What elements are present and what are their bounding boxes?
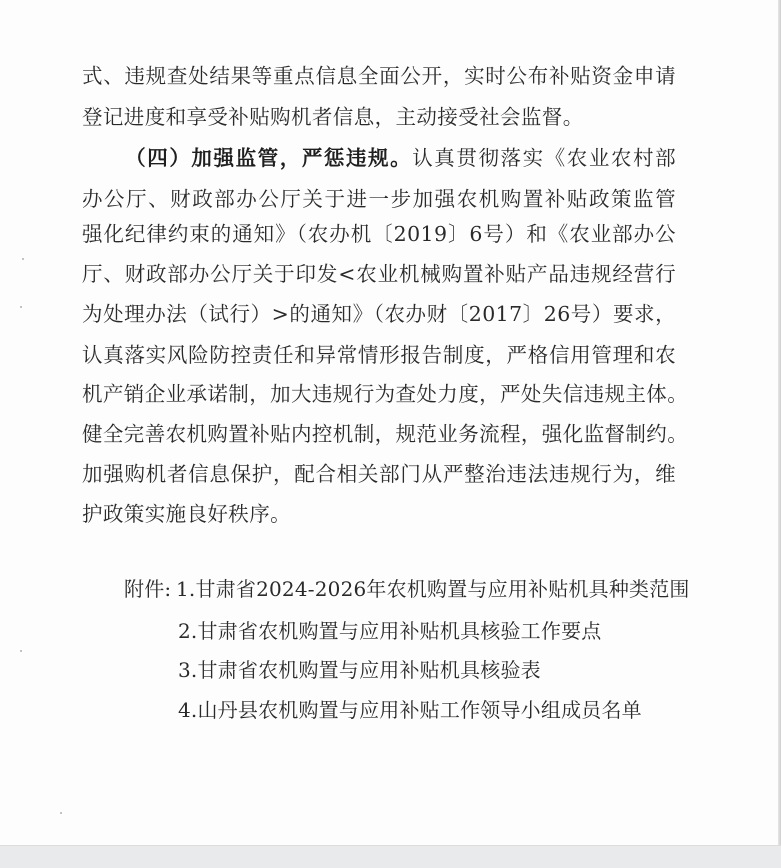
body-line-8: 认真落实风险防控责任和异常情形报告制度，严格信用管理和农 — [82, 343, 676, 367]
body-line-12: 护政策实施良好秩序。 — [82, 502, 291, 526]
attachment-item-1: 1.甘肃省2024-2026年农机购置与应用补贴机具种类范围 — [176, 577, 690, 601]
body-line-9: 机产销企业承诺制，加大违规行为查处力度，严处失信违规主体。 — [82, 382, 689, 406]
viewer-bottom-bar — [0, 845, 781, 868]
attachments-label: 附件: — [124, 577, 172, 601]
scan-speck — [22, 258, 24, 260]
attachment-item-3: 3.甘肃省农机购置与应用补贴机具核验表 — [178, 658, 541, 682]
body-line-2: 登记进度和享受补贴购机者信息，主动接受社会监督。 — [82, 105, 584, 129]
body-line-7: 为处理办法（试行）>的通知》（农办财〔2017〕26号）要求， — [82, 302, 676, 326]
body-line-11: 加强购机者信息保护，配合相关部门从严整治违法违规行为，维 — [82, 462, 676, 486]
scan-speck — [20, 306, 22, 308]
scan-speck — [60, 812, 62, 814]
scan-speck — [20, 650, 22, 652]
body-line-6: 厅、财政部办公厅关于印发<农业机械购置补贴产品违规经营行 — [82, 262, 676, 286]
section-lead-text: 认真贯彻落实《农业农村部 — [412, 146, 676, 170]
body-line-1: 式、违规查处结果等重点信息全面公开，实时公布补贴资金申请 — [82, 64, 676, 88]
body-line-4: 办公厅、财政部办公厅关于进一步加强农机购置补贴政策监管 — [82, 187, 676, 211]
body-line-3 — [82, 144, 676, 172]
attachment-item-2: 2.甘肃省农机购置与应用补贴机具核验工作要点 — [178, 619, 602, 643]
section-heading: （四）加强监管，严惩违规。 — [124, 146, 413, 170]
attachment-item-4: 4.山丹县农机购置与应用补贴工作领导小组成员名单 — [178, 698, 642, 722]
body-line-10: 健全完善农机购置补贴内控机制，规范业务流程，强化监督制约。 — [82, 422, 689, 446]
body-line-5: 强化纪律约束的通知》（农办机〔2019〕6号）和《农业部办公 — [82, 222, 676, 246]
